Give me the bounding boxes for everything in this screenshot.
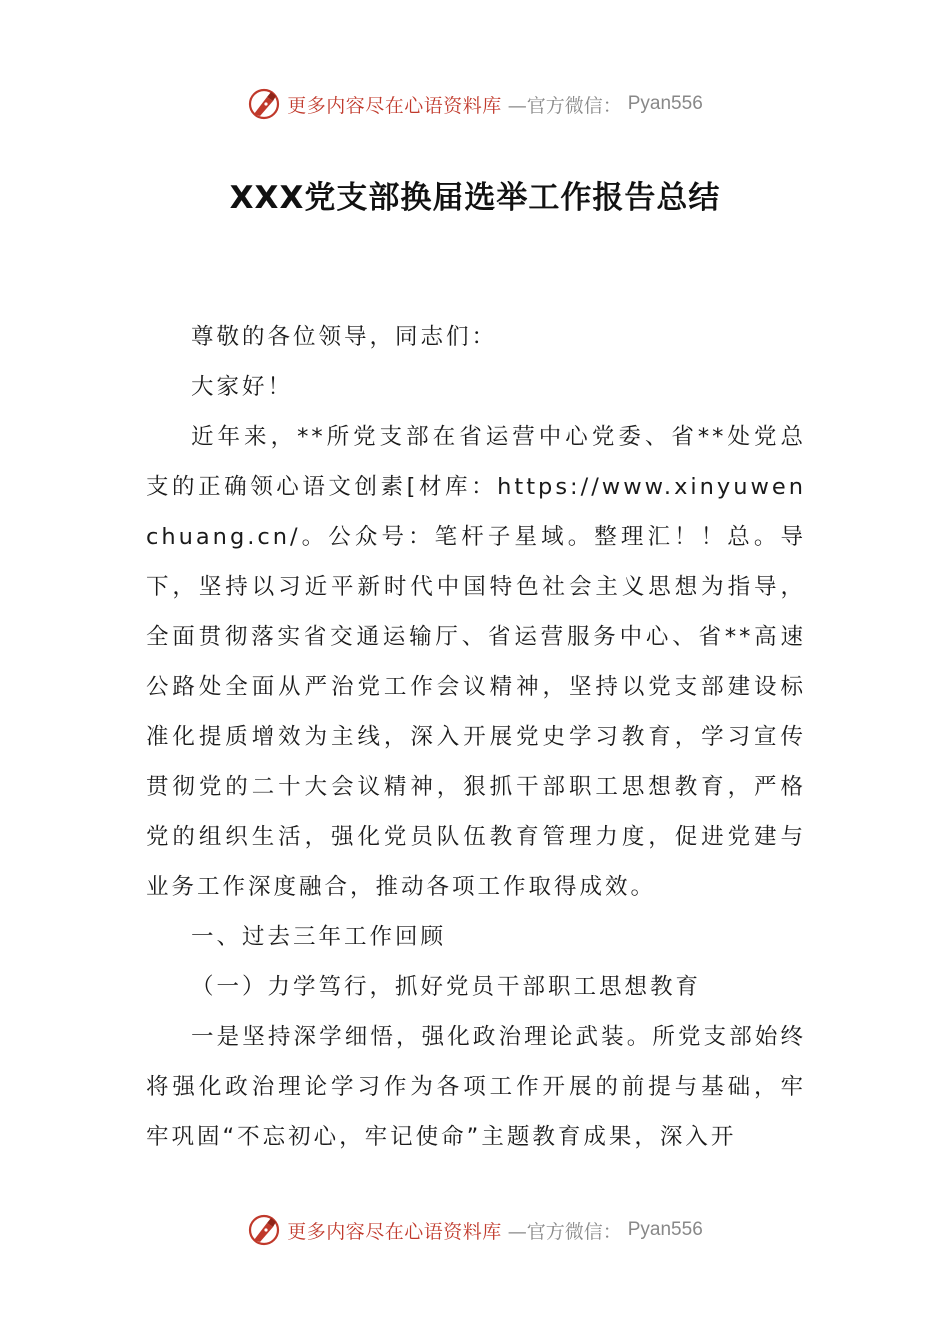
salutation-paragraph: 尊敬的各位领导，同志们： [191,324,498,350]
pen-nib-logo-icon [247,1213,281,1247]
watermark-sub-text: —官方微信： [507,1220,622,1243]
watermark-wechat-id: Pyan556 [627,1219,703,1240]
watermark-main-text: 更多内容尽在心语资料库 [287,1220,502,1243]
section-heading: 一、过去三年工作回顾 [191,924,447,950]
intro-paragraph: 近年来，**所党支部在省运营中心党委、省**处党总支的正确领心语文创素[材库：https://www.xinyuwenchuang.cn/。公众号：笔杆子星域。整理汇！！总。导下，坚持以习近平新时代中国特色社会主义思想为指导，全面贯彻落实省交通运输厅、省运营服务中心、省**高速公路处全面从严治党工作会议精神，坚持以党支部建设标准化提质增效为主线，深入开展党史学习教育，学习宣传贯彻党的二十大会议精神，狠抓干部职工思想教育，严格党的组织生活，强化党员队伍教育管理力度，促进党建与业务工作深度融合，推动各项工作取得成效。 [146,424,806,900]
document-body [146,312,806,1162]
pen-nib-logo-icon [247,87,281,121]
subsection-heading: （一）力学笃行，抓好党员干部职工思想教育 [191,974,702,1000]
document-title: XXX党支部换届选举工作报告总结 [229,180,721,216]
watermark-sub-text: —官方微信： [507,94,622,117]
watermark-wechat-id: Pyan556 [627,93,703,114]
greeting-paragraph: 大家好！ [191,374,294,400]
body-paragraph: 一是坚持深学细悟，强化政治理论武装。所党支部始终将强化政治理论学习作为各项工作开展的前提与基础，牢牢巩固“不忘初心，牢记使命”主题教育成果，深入开 [146,1024,806,1150]
header-watermark-banner [0,84,950,124]
footer-watermark-banner [0,1210,950,1250]
watermark-main-text: 更多内容尽在心语资料库 [287,94,502,117]
